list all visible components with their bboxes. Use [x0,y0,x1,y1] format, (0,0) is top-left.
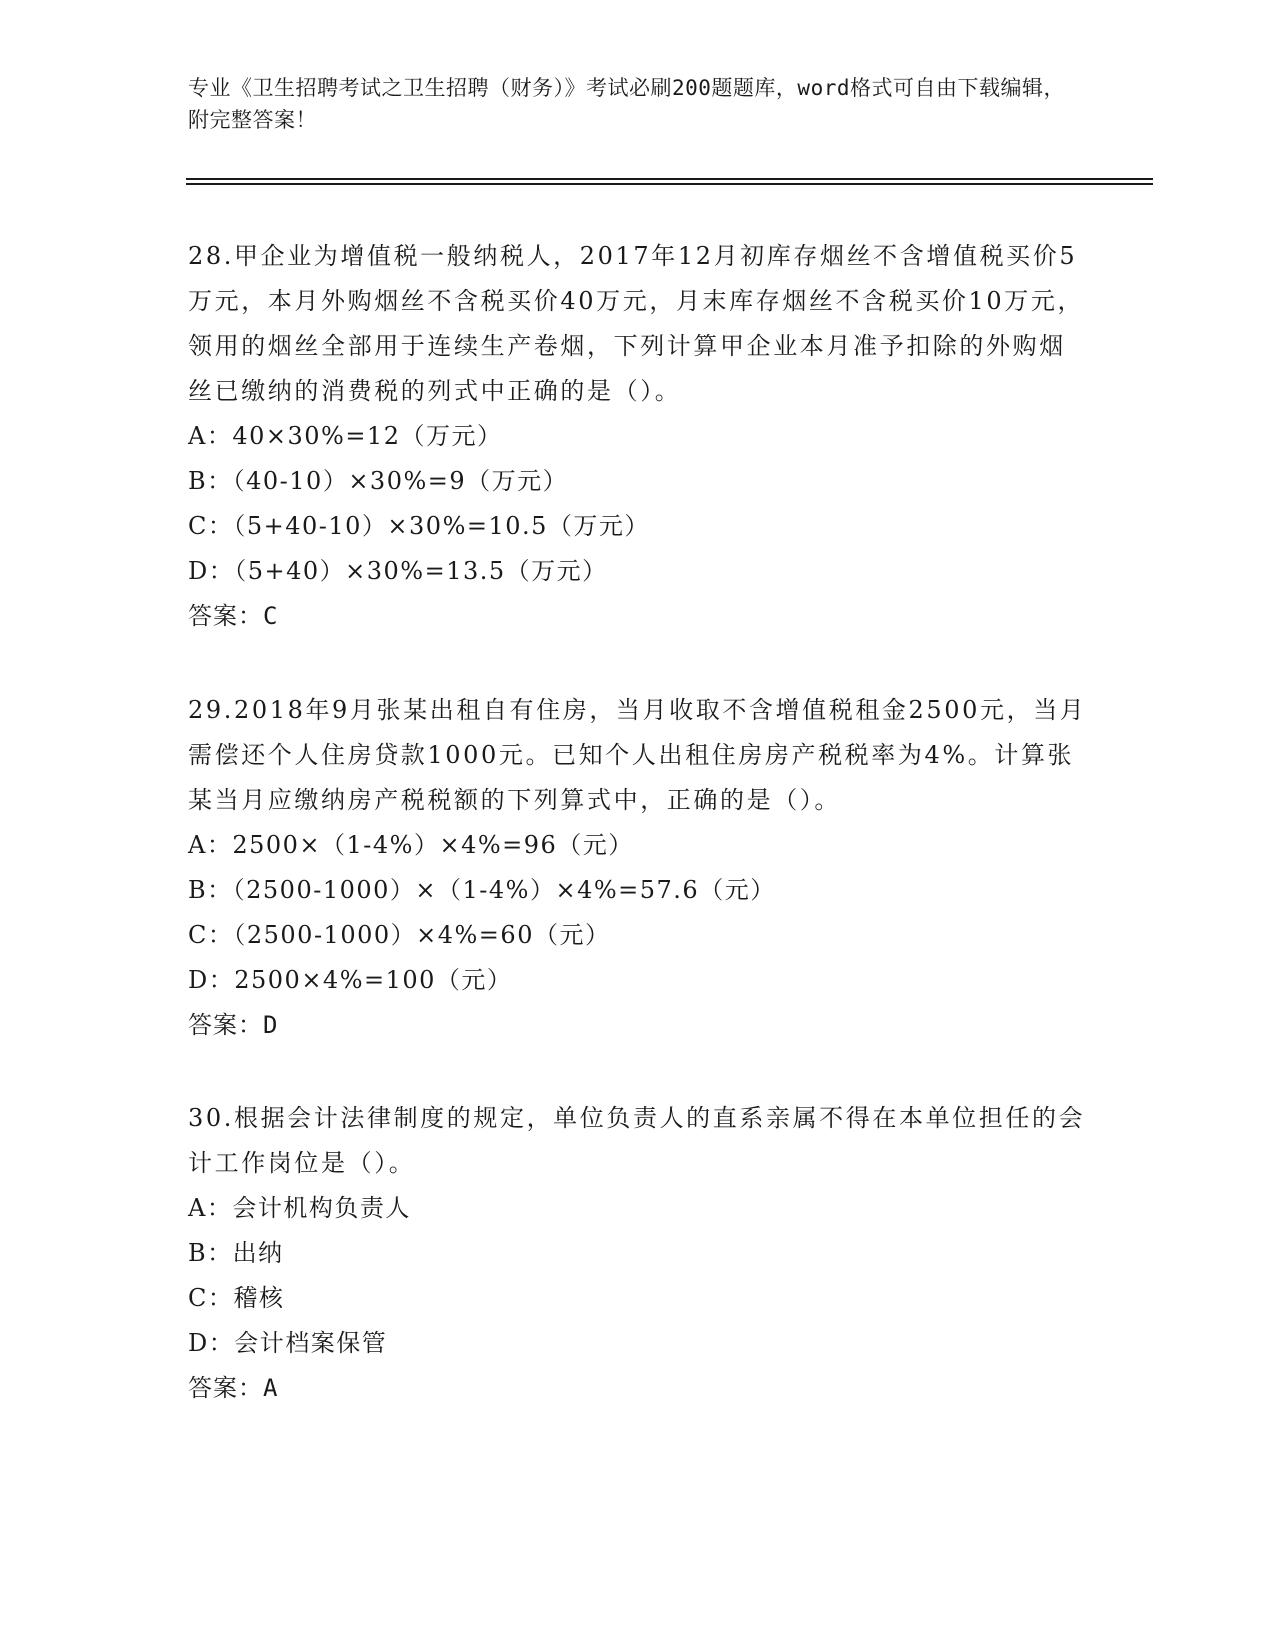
question-28 [188,234,1088,639]
option-d: D：2500×4%=100（元） [188,966,513,994]
question-text: 29.2018年9月张某出租自有住房，当月收取不含增值税租金2500元，当月需偿还个人住房贷款1000元。已知个人出租住房房产税税率为4%。计算张某当月应缴纳房产税税额的下列算式中，正确的是（）。 [188,696,1087,814]
question-30 [188,1096,1088,1411]
answer: 答案：C [188,602,279,630]
question-29 [188,688,1088,1048]
option-b: B：（40-10）×30%=9（万元） [188,467,569,495]
option-c: C：（2500-1000）×4%=60（元） [188,921,611,949]
option-c: C：稽核 [188,1284,285,1312]
option-b: B：（2500-1000）×（1-4%）×4%=57.6（元） [188,876,776,904]
option-d: D：会计档案保管 [188,1329,388,1357]
option-a: A：会计机构负责人 [188,1194,411,1222]
question-text: 28.甲企业为增值税一般纳税人，2017年12月初库存烟丝不含增值税买价5万元，本月外购烟丝不含税买价40万元，月末库存烟丝不含税买价10万元，领用的烟丝全部用于连续生产卷烟，下列计算甲企业本月准予扣除的外购烟丝已缴纳的消费税的列式中正确的是（）。 [188,242,1085,405]
answer: 答案：D [188,1011,279,1039]
option-a: A：2500×（1-4%）×4%=96（元） [188,831,634,859]
header-divider-bottom [186,183,1153,185]
answer: 答案：A [188,1374,279,1402]
option-a: A：40×30%=12（万元） [188,422,503,450]
option-c: C：（5+40-10）×30%=10.5（万元） [188,512,650,540]
question-text: 30.根据会计法律制度的规定，单位负责人的直系亲属不得在本单位担任的会计工作岗位是（）。 [188,1104,1086,1177]
option-b: B：出纳 [188,1239,284,1267]
header-divider-top [186,178,1153,180]
document-header: 专业《卫生招聘考试之卫生招聘（财务）》考试必刷200题题库，word格式可自由下载编辑，附完整答案！ [188,76,1065,132]
option-d: D：（5+40）×30%=13.5（万元） [188,557,608,585]
